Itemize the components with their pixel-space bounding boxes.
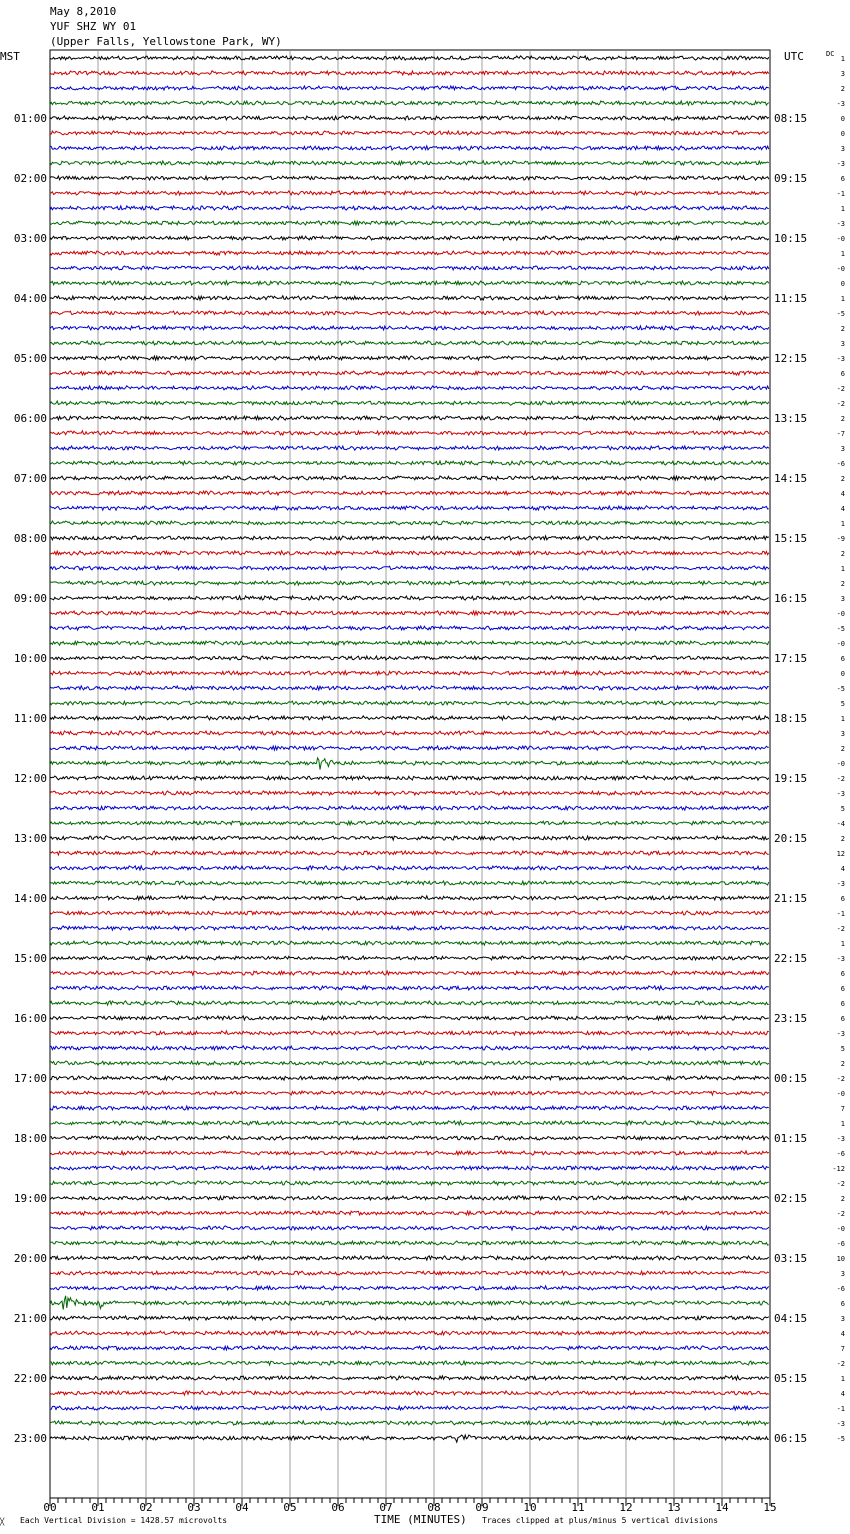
trace-row [50, 161, 769, 165]
dc-offset-label: 1 [840, 565, 845, 573]
trace-row [50, 491, 769, 495]
dc-offset-label: 2 [840, 745, 845, 753]
dc-offset-label: 1 [840, 205, 845, 213]
x-tick-label: 10 [523, 1501, 537, 1514]
hour-label-right: 20:15 [774, 832, 808, 845]
trace-row [50, 221, 769, 225]
dc-offset-label: -3 [836, 1135, 845, 1143]
dc-offset-label: 5 [840, 700, 845, 708]
dc-offset-label: 1 [840, 940, 845, 948]
x-tick-label: 01 [91, 1501, 105, 1514]
dc-label: DC [826, 50, 835, 58]
trace-row [50, 86, 769, 90]
trace-row [50, 911, 769, 915]
x-tick-label: 03 [187, 1501, 201, 1514]
trace-row [50, 311, 769, 315]
dc-offset-label: 7 [840, 1105, 845, 1113]
trace-row [50, 581, 769, 585]
trace-row [50, 266, 769, 270]
trace-row [50, 926, 769, 930]
x-tick-label: 02 [139, 1501, 153, 1514]
trace-row [50, 986, 769, 990]
trace-row [50, 881, 769, 885]
hour-label-left: 21:00 [13, 1312, 47, 1325]
dc-offset-label: -0 [836, 1090, 845, 1098]
dc-offset-label: -2 [836, 1210, 845, 1218]
dc-offset-label: -6 [836, 460, 845, 468]
trace-row [50, 701, 769, 705]
dc-offset-label: -0 [836, 1225, 845, 1233]
dc-offset-label: 6 [840, 895, 845, 903]
trace-row [50, 356, 769, 360]
trace-row [50, 326, 769, 330]
station-location: (Upper Falls, Yellowstone Park, WY) [50, 35, 282, 48]
trace-row [50, 656, 769, 660]
dc-offset-label: 3 [840, 145, 845, 153]
dc-offset-label: 3 [840, 445, 845, 453]
dc-offset-label: 0 [840, 130, 845, 138]
trace-row [50, 716, 769, 720]
dc-offset-label: -2 [836, 925, 845, 933]
trace-row [50, 746, 769, 750]
trace-row [50, 1091, 769, 1095]
trace-row [50, 866, 769, 870]
hour-label-left: 06:00 [13, 412, 47, 425]
trace-row [50, 341, 769, 345]
trace-row [50, 956, 769, 960]
trace-row [50, 1286, 769, 1290]
hour-label-right: 18:15 [774, 712, 808, 725]
trace-row [50, 896, 769, 900]
trace-row [50, 776, 769, 780]
dc-offset-label: -6 [836, 1285, 845, 1293]
hour-label-right: 05:15 [774, 1372, 808, 1385]
x-tick-label: 15 [763, 1501, 777, 1514]
hour-label-left: 04:00 [13, 292, 47, 305]
trace-row [50, 506, 769, 510]
dc-offset-label: -0 [836, 265, 845, 273]
dc-offset-label: 4 [840, 1390, 845, 1398]
trace-row [50, 1361, 769, 1365]
x-tick-label: 13 [667, 1501, 681, 1514]
hour-label-left: 15:00 [13, 952, 47, 965]
trace-row [50, 521, 769, 525]
dc-offset-label: -1 [836, 1405, 845, 1413]
hour-label-left: 10:00 [13, 652, 47, 665]
dc-offset-label: 4 [840, 505, 845, 513]
hour-label-left: 17:00 [13, 1072, 47, 1085]
hour-label-right: 22:15 [774, 952, 808, 965]
dc-offset-label: -0 [836, 610, 845, 618]
trace-row [50, 596, 769, 600]
dc-offset-label: 3 [840, 340, 845, 348]
hour-label-left: 13:00 [13, 832, 47, 845]
right-timezone-label: UTC [784, 50, 804, 63]
trace-row [50, 1151, 769, 1155]
dc-offset-label: 0 [840, 670, 845, 678]
dc-offset-label: -6 [836, 1240, 845, 1248]
dc-offset-label: 1 [840, 1375, 845, 1383]
trace-row [50, 1421, 769, 1425]
dc-offset-label: 12 [836, 850, 845, 858]
dc-offset-label: 6 [840, 655, 845, 663]
dc-offset-label: 2 [840, 835, 845, 843]
dc-offset-label: 6 [840, 970, 845, 978]
hour-label-right: 02:15 [774, 1192, 808, 1205]
dc-offset-label: -3 [836, 100, 845, 108]
trace-row [50, 641, 769, 645]
hour-label-right: 16:15 [774, 592, 808, 605]
trace-row [50, 146, 769, 150]
trace-row [50, 386, 769, 390]
dc-offset-label: -2 [836, 1075, 845, 1083]
dc-offset-label: 3 [840, 1315, 845, 1323]
dc-offset-label: 2 [840, 85, 845, 93]
trace-row [50, 251, 769, 255]
hour-label-left: 07:00 [13, 472, 47, 485]
hour-label-left: 03:00 [13, 232, 47, 245]
hour-label-right: 04:15 [774, 1312, 808, 1325]
x-tick-label: 00 [43, 1501, 57, 1514]
trace-row [50, 1256, 769, 1260]
trace-row [50, 1271, 769, 1275]
hour-label-right: 06:15 [774, 1432, 808, 1445]
trace-row [50, 1435, 769, 1442]
trace-row [50, 1046, 769, 1050]
hour-label-left: 12:00 [13, 772, 47, 785]
trace-row [50, 401, 769, 405]
dc-offset-label: 1 [840, 1120, 845, 1128]
trace-row [50, 1346, 769, 1350]
dc-offset-label: -7 [836, 430, 845, 438]
dc-offset-label: -2 [836, 1180, 845, 1188]
trace-row [50, 1106, 769, 1110]
dc-offset-label: 1 [840, 295, 845, 303]
trace-row [50, 1031, 769, 1035]
trace-row [50, 206, 769, 210]
dc-offset-label: 7 [840, 1345, 845, 1353]
trace-row [50, 1406, 769, 1410]
trace-row [50, 1241, 769, 1245]
hour-label-right: 14:15 [774, 472, 808, 485]
dc-offset-label: 4 [840, 490, 845, 498]
hour-label-left: 11:00 [13, 712, 47, 725]
hour-label-right: 08:15 [774, 112, 808, 125]
dc-offset-label: -0 [836, 235, 845, 243]
hour-label-left: 08:00 [13, 532, 47, 545]
dc-offset-label: -3 [836, 790, 845, 798]
hour-label-left: 01:00 [13, 112, 47, 125]
x-tick-label: 06 [331, 1501, 345, 1514]
x-tick-label: 09 [475, 1501, 489, 1514]
trace-row [50, 686, 769, 690]
dc-offset-label: -3 [836, 1030, 845, 1038]
dc-offset-label: -3 [836, 955, 845, 963]
dc-offset-label: -2 [836, 385, 845, 393]
trace-row [50, 1136, 769, 1140]
dc-offset-label: 3 [840, 730, 845, 738]
hour-label-right: 03:15 [774, 1252, 808, 1265]
dc-offset-label: 2 [840, 1060, 845, 1068]
hour-label-left: 16:00 [13, 1012, 47, 1025]
hour-label-right: 21:15 [774, 892, 808, 905]
trace-row [50, 626, 769, 630]
trace-row [50, 1296, 769, 1310]
dc-offset-label: 4 [840, 865, 845, 873]
dc-offset-label: 1 [840, 715, 845, 723]
dc-offset-label: 4 [840, 1330, 845, 1338]
trace-row [50, 281, 769, 285]
hour-label-right: 10:15 [774, 232, 808, 245]
trace-row [50, 536, 769, 540]
trace-row [50, 446, 769, 450]
scale-note: Each Vertical Division = 1428.57 microvolts [20, 1516, 228, 1525]
trace-row [50, 1061, 769, 1065]
dc-offset-label: -3 [836, 160, 845, 168]
trace-row [50, 671, 769, 675]
trace-row [50, 296, 769, 300]
hour-label-right: 01:15 [774, 1132, 808, 1145]
trace-row [50, 551, 769, 555]
dc-offset-label: -5 [836, 685, 845, 693]
trace-row [50, 1001, 769, 1005]
trace-row [50, 806, 769, 810]
trace-row [50, 131, 769, 135]
plot-date: May 8,2010 [50, 5, 117, 18]
dc-offset-label: 5 [840, 805, 845, 813]
dc-offset-label: -6 [836, 1150, 845, 1158]
dc-offset-label: -0 [836, 640, 845, 648]
x-tick-label: 11 [571, 1501, 585, 1514]
hour-label-left: 22:00 [13, 1372, 47, 1385]
clip-note: Traces clipped at plus/minus 5 vertical divisions [482, 1516, 719, 1525]
scale-mark: ╳ [0, 1518, 5, 1526]
dc-offset-label: 3 [840, 70, 845, 78]
hour-label-left: 02:00 [13, 172, 47, 185]
hour-label-right: 23:15 [774, 1012, 808, 1025]
trace-row [50, 56, 769, 60]
dc-offset-label: 2 [840, 325, 845, 333]
dc-offset-label: 2 [840, 580, 845, 588]
x-tick-label: 14 [715, 1501, 729, 1514]
trace-row [50, 176, 769, 180]
trace-row [50, 1376, 769, 1380]
trace-row [50, 1391, 769, 1395]
seismic-traces [50, 56, 769, 1442]
dc-offset-label: 2 [840, 415, 845, 423]
hour-label-right: 00:15 [774, 1072, 808, 1085]
hour-label-right: 19:15 [774, 772, 808, 785]
hour-label-left: 19:00 [13, 1192, 47, 1205]
x-tick-label: 05 [283, 1501, 297, 1514]
trace-row [50, 1016, 769, 1020]
dc-offset-label: 6 [840, 175, 845, 183]
trace-row [50, 236, 769, 240]
hour-label-right: 09:15 [774, 172, 808, 185]
dc-offset-label: 2 [840, 475, 845, 483]
dc-offset-label: 2 [840, 1195, 845, 1203]
x-tick-label: 07 [379, 1501, 393, 1514]
station-code: YUF SHZ WY 01 [50, 20, 137, 33]
dc-offset-label: 6 [840, 1000, 845, 1008]
trace-row [50, 1211, 769, 1215]
dc-offset-label: -12 [832, 1165, 845, 1173]
dc-offset-label: 3 [840, 1270, 845, 1278]
trace-row [50, 791, 769, 795]
dc-offset-label: -2 [836, 775, 845, 783]
trace-row [50, 191, 769, 195]
dc-offset-label: 1 [840, 250, 845, 258]
trace-row [50, 1121, 769, 1125]
hour-label-right: 12:15 [774, 352, 808, 365]
trace-row [50, 566, 769, 570]
trace-row [50, 1316, 769, 1320]
trace-row [50, 836, 769, 840]
trace-row [50, 101, 769, 105]
dc-offset-label: 6 [840, 1015, 845, 1023]
dc-offset-label: 2 [840, 550, 845, 558]
hour-label-left: 20:00 [13, 1252, 47, 1265]
trace-row [50, 116, 769, 120]
trace-row [50, 851, 769, 855]
hour-label-left: 18:00 [13, 1132, 47, 1145]
hour-label-left: 23:00 [13, 1432, 47, 1445]
trace-row [50, 416, 769, 420]
dc-offset-label: 6 [840, 1300, 845, 1308]
dc-offset-label: 0 [840, 280, 845, 288]
trace-row [50, 1331, 769, 1335]
trace-row [50, 71, 769, 75]
dc-offset-label: -1 [836, 190, 845, 198]
hour-label-right: 17:15 [774, 652, 808, 665]
trace-row [50, 731, 769, 735]
hour-label-left: 05:00 [13, 352, 47, 365]
dc-offset-label: -5 [836, 310, 845, 318]
trace-row [50, 1226, 769, 1230]
dc-offset-label: -5 [836, 1435, 845, 1443]
trace-row [50, 1181, 769, 1185]
x-axis-title: TIME (MINUTES) [374, 1513, 467, 1526]
dc-offset-label: 1 [840, 55, 845, 63]
trace-row [50, 971, 769, 975]
dc-offset-label: -9 [836, 535, 845, 543]
dc-offset-label: 5 [840, 1045, 845, 1053]
dc-offset-label: -5 [836, 625, 845, 633]
trace-row [50, 1196, 769, 1200]
dc-offset-label: -3 [836, 220, 845, 228]
x-tick-label: 08 [427, 1501, 441, 1514]
hour-label-right: 11:15 [774, 292, 808, 305]
hour-label-left: 09:00 [13, 592, 47, 605]
trace-row [50, 1166, 769, 1170]
dc-offset-label: -4 [836, 820, 845, 828]
trace-row [50, 461, 769, 465]
trace-row [50, 611, 769, 615]
trace-row [50, 941, 769, 945]
trace-row [50, 371, 769, 375]
hour-label-left: 14:00 [13, 892, 47, 905]
dc-offset-label: 3 [840, 595, 845, 603]
trace-row [50, 821, 769, 825]
trace-row [50, 758, 769, 770]
dc-offset-label: 10 [836, 1255, 845, 1263]
x-tick-label: 04 [235, 1501, 249, 1514]
dc-offset-label: 6 [840, 985, 845, 993]
dc-offset-label: -1 [836, 910, 845, 918]
hour-label-right: 15:15 [774, 532, 808, 545]
left-timezone-label: MST [0, 50, 20, 63]
dc-offset-label: -2 [836, 400, 845, 408]
trace-row [50, 431, 769, 435]
dc-offset-label: 0 [840, 115, 845, 123]
dc-offset-label: 1 [840, 520, 845, 528]
dc-offset-label: -3 [836, 1420, 845, 1428]
dc-offset-label: -3 [836, 355, 845, 363]
trace-row [50, 1076, 769, 1080]
dc-offset-label: -2 [836, 1360, 845, 1368]
hour-label-right: 13:15 [774, 412, 808, 425]
dc-offset-label: -3 [836, 880, 845, 888]
x-tick-label: 12 [619, 1501, 633, 1514]
dc-offset-label: -0 [836, 760, 845, 768]
dc-offset-label: 6 [840, 370, 845, 378]
trace-row [50, 476, 769, 480]
